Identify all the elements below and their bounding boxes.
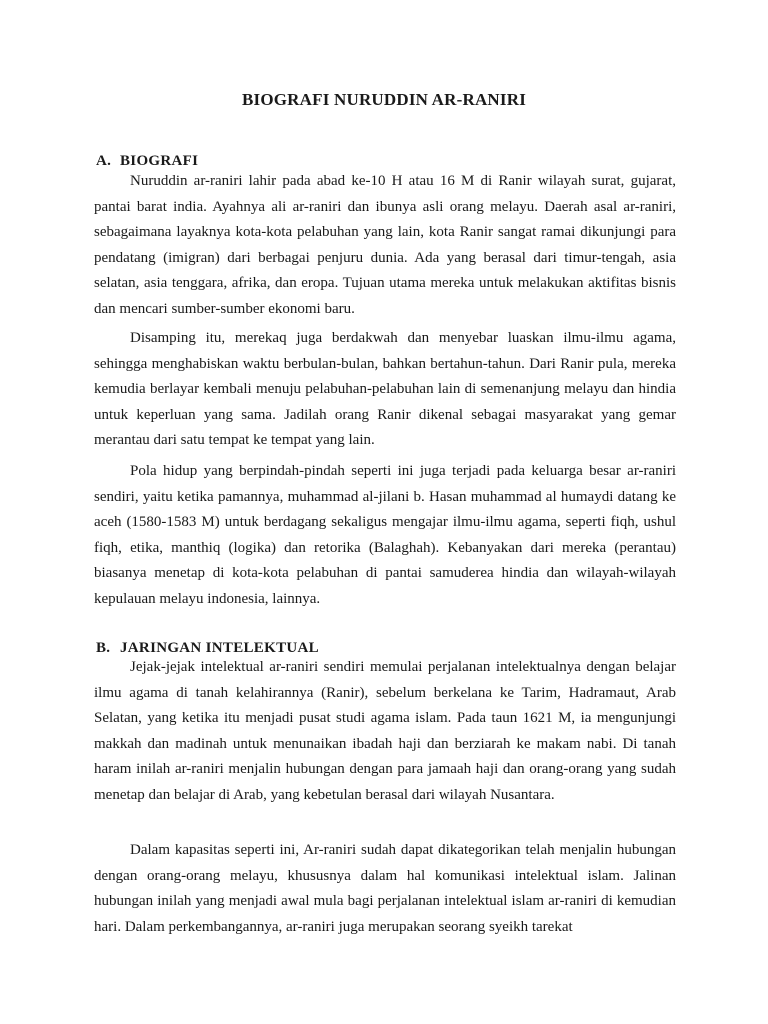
section-heading-text: JARINGAN INTELEKTUAL xyxy=(120,640,319,656)
paragraph: Pola hidup yang berpindah-pindah seperti ini juga terjadi pada keluarga besar ar-raniri sendiri, yaitu ketika pamannya, muhammad al-jilani b. Hasan muhammad al humaydi datang ke aceh (1580-1583 M) untuk berdagang sekaligus mengajar ilmu-ilmu agama, seperti fiqh, ushul fiqh, etika, manthiq (logika) dan retorika (Balaghah). Kebanyakan dari mereka (perantau) biasanya menetap di kota-kota pelabuhan di pantai samuderea hindia dan wilayah-wilayah kepulauan melayu indonesia, lainnya. xyxy=(94,463,676,607)
section-label: B. xyxy=(96,640,111,656)
section-heading-biografi xyxy=(96,153,198,170)
paragraph: Nuruddin ar-raniri lahir pada abad ke-10 H atau 16 M di Ranir wilayah surat, gujarat, pantai barat india. Ayahnya ali ar-raniri dan ibunya asli orang melayu. Daerah asal ar-raniri, sebagaimana layaknya kota-kota pelabuhan yang lain, kota Ranir sangat ramai dikunjungi para pendatang (imigran) dari berbagai penjuru dunia. Ada yang berasal dari timur-tengah, asia selatan, asia tenggara, afrika, dan eropa. Tujuan utama mereka untuk melakukan aktifitas bisnis dan mencari sumber-sumber ekonomi baru. xyxy=(94,173,676,317)
paragraph: Disamping itu, merekaq juga berdakwah dan menyebar luaskan ilmu-ilmu agama, sehingga menghabiskan waktu berbulan-bulan, bahkan bertahun-tahun. Dari Ranir pula, mereka kemudia berlayar kembali menuju pelabuhan-pelabuhan lain di semenanjung melayu dan hindia untuk keperluan yang sama. Jadilah orang Ranir dikenal sebagai masyarakat yang gemar merantau dari satu tempat ke tempat yang lain. xyxy=(94,330,676,449)
section-label: A. xyxy=(96,153,112,169)
section-heading-text: BIOGRAFI xyxy=(120,153,199,169)
paragraph: Dalam kapasitas seperti ini, Ar-raniri sudah dapat dikategorikan telah menjalin hubungan dengan orang-orang melayu, khususnya dalam hal komunikasi intelektual islam. Jalinan hubungan inilah yang menjadi awal mula bagi perjalanan intelektual islam ar-raniri di kemudian hari. Dalam perkembangannya, ar-raniri juga merupakan seorang syeikh tarekat xyxy=(94,842,676,935)
paragraph: Jejak-jejak intelektual ar-raniri sendiri memulai perjalanan intelektualnya dengan belajar ilmu agama di tanah kelahirannya (Ranir), sebelum berkelana ke Tarim, Hadramaut, Arab Selatan, yang ketika itu menjadi pusat studi agama islam. Pada taun 1621 M, ia mengunjungi makkah dan madinah untuk menunaikan ibadah haji dan berziarah ke makam nabi. Di tanah haram inilah ar-raniri menjalin hubungan dengan para jamaah haji dan orang-orang yang sudah menetap dan belajar di Arab, yang kebetulan berasal dari wilayah Nusantara. xyxy=(94,659,676,803)
document-title: BIOGRAFI NURUDDIN AR-RANIRI xyxy=(241,90,527,109)
